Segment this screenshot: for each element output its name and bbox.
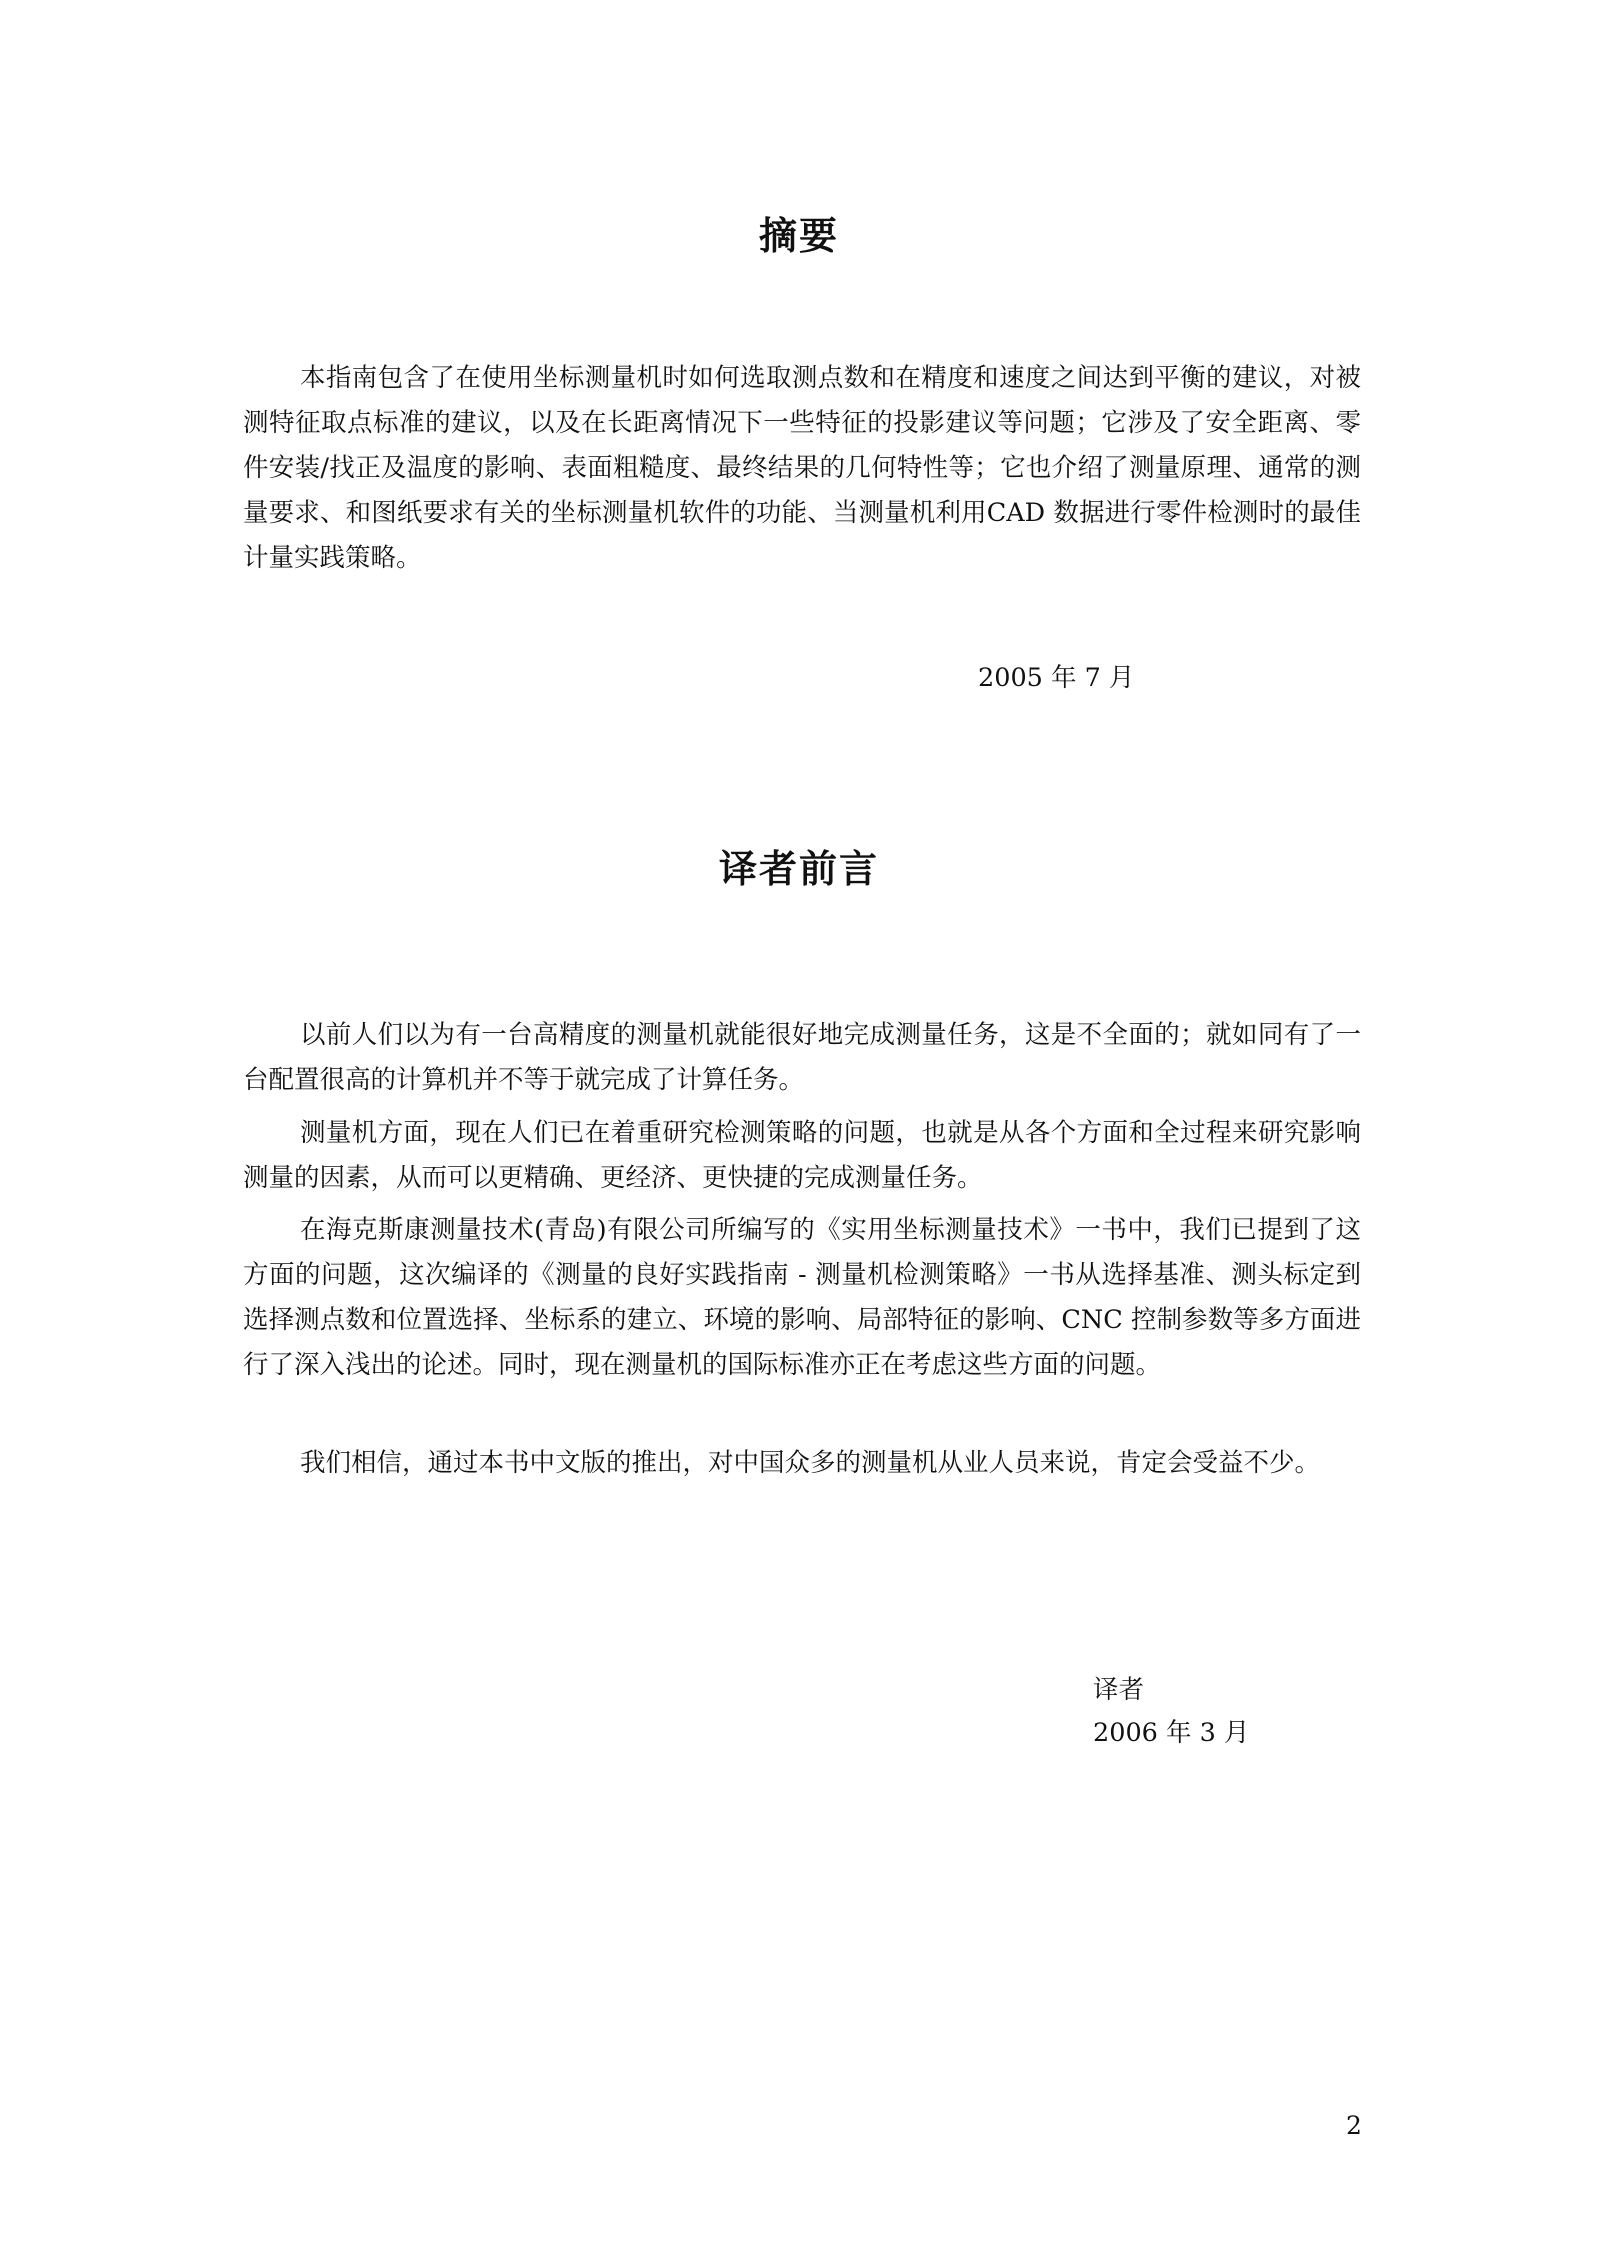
abstract-title: 摘要 bbox=[758, 214, 839, 258]
abstract-date: 2005 年 7 月 bbox=[978, 663, 1135, 693]
preface-title: 译者前言 bbox=[718, 847, 879, 891]
preface-date: 2006 年 3 月 bbox=[1093, 1718, 1250, 1748]
page-number: 2 bbox=[1346, 2111, 1362, 2140]
preface-paragraph: 测量机方面，现在人们已在着重研究检测策略的问题，也就是从各个方面和全过程来研究影响测量的因素，从而可以更精确、更经济、更快捷的完成测量任务。 bbox=[243, 1118, 1361, 1193]
preface-signer: 译者 bbox=[1093, 1675, 1145, 1705]
preface-paragraph: 我们相信，通过本书中文版的推出，对中国众多的测量机从业人员来说，肯定会受益不少。 bbox=[300, 1448, 1321, 1478]
preface-paragraph: 在海克斯康测量技术(青岛)有限公司所编写的《实用坐标测量技术》一书中，我们已提到了这方面的问题，这次编译的《测量的良好实践指南 - 测量机检测策略》一书从选择基准、测头标定到选择测点数和位置选择、坐标系的建立、环境的影响、局部特征的影响、CNC 控制参数等多方面进行了深入浅出的论述。同时，现在测量机的国际标准亦正在考虑这些方面的问题。 bbox=[243, 1215, 1361, 1380]
preface-paragraph: 以前人们以为有一台高精度的测量机就能很好地完成测量任务，这是不全面的；就如同有了一台配置很高的计算机并不等于就完成了计算任务。 bbox=[243, 1020, 1361, 1095]
abstract-body: 本指南包含了在使用坐标测量机时如何选取测点数和在精度和速度之间达到平衡的建议，对被测特征取点标准的建议，以及在长距离情况下一些特征的投影建议等问题；它涉及了安全距离、零件安装/找正及温度的影响、表面粗糙度、最终结果的几何特性等；它也介绍了测量原理、通常的测量要求、和图纸要求有关的坐标测量机软件的功能、当测量机利用CAD 数据进行零件检测时的最佳计量实践策略。 bbox=[243, 363, 1361, 573]
